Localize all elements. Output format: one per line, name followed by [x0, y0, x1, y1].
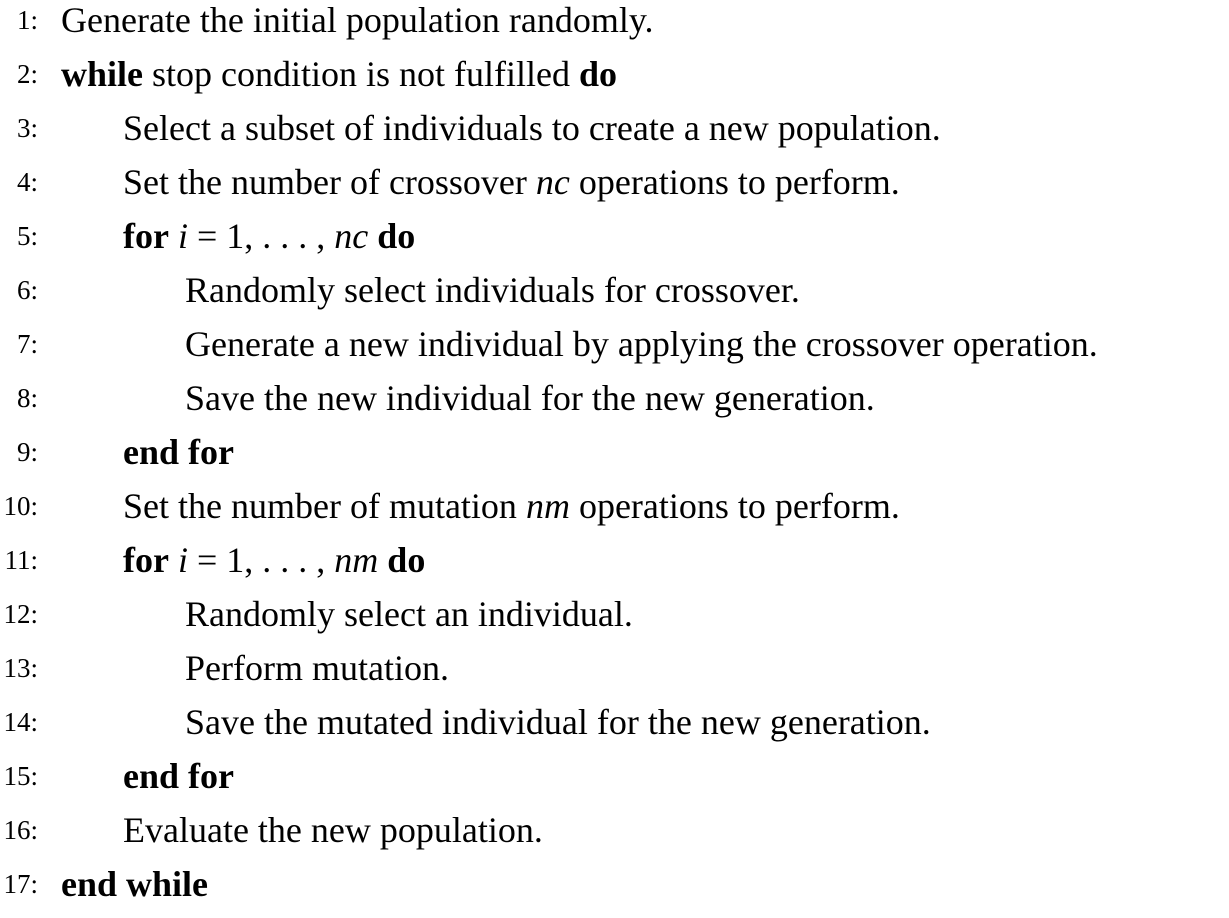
line-number: 10:: [3, 491, 38, 521]
math-variable: i: [177, 216, 188, 256]
keyword-while: while: [61, 54, 144, 94]
line-text: Randomly select individuals for crossover.: [185, 270, 800, 310]
line-number: 15:: [3, 761, 38, 791]
line-text: Set the number of crossover: [123, 162, 536, 202]
line-text: Select a subset of individuals to create a new population.: [123, 108, 941, 148]
algorithm-line: [0, 432, 1229, 486]
algorithm-line: [0, 540, 1229, 594]
algorithm-line: [0, 0, 1229, 54]
line-number: 4:: [16, 167, 38, 197]
keyword-for: for: [123, 216, 169, 256]
algorithm-line: [0, 162, 1229, 216]
keyword-for: for: [123, 540, 169, 580]
algorithm-line: [0, 486, 1229, 540]
algorithm-line: [0, 594, 1229, 648]
line-number: 14:: [3, 707, 38, 737]
math-variable: nc: [535, 162, 570, 202]
line-number: 16:: [3, 815, 38, 845]
algorithm-line: [0, 702, 1229, 756]
math-variable: nc: [334, 216, 369, 256]
line-text: stop condition is not fulfilled: [143, 54, 579, 94]
line-number: 17:: [3, 869, 38, 899]
keyword-end-for: end for: [123, 756, 234, 796]
keyword-end-for: end for: [123, 432, 234, 472]
algorithm-line: [0, 324, 1229, 378]
line-number: 7:: [16, 329, 38, 359]
line-number: 13:: [3, 653, 38, 683]
line-content: [61, 54, 617, 94]
algorithm-line: [0, 756, 1229, 810]
line-content: [123, 216, 415, 256]
algorithm-line: [0, 378, 1229, 432]
line-number: 2:: [16, 59, 38, 89]
line-text: Evaluate the new population.: [123, 810, 543, 850]
line-number: 6:: [16, 275, 38, 305]
line-number: 3:: [16, 113, 38, 143]
algorithm-line: [0, 648, 1229, 702]
line-number: 8:: [16, 383, 38, 413]
line-number: 12:: [3, 599, 38, 629]
algorithm-line: [0, 270, 1229, 324]
math-variable: nm: [525, 486, 570, 526]
algorithm-line: [0, 810, 1229, 864]
line-number: 9:: [16, 437, 38, 467]
line-text: Save the mutated individual for the new generation.: [185, 702, 931, 742]
math-range: = 1, . . . ,: [187, 540, 335, 580]
keyword-end-while: end while: [61, 864, 209, 904]
algorithm-line: [0, 108, 1229, 162]
line-text: operations to perform.: [569, 162, 900, 202]
math-range: = 1, . . . ,: [187, 216, 335, 256]
line-text: operations to perform.: [569, 486, 900, 526]
line-content: [123, 540, 425, 580]
line-text: Set the number of mutation: [123, 486, 526, 526]
line-text: Save the new individual for the new generation.: [185, 378, 875, 418]
line-text: Randomly select an individual.: [185, 594, 633, 634]
keyword-do: do: [579, 54, 618, 94]
algorithm-line: [0, 54, 1229, 108]
line-content: [123, 486, 900, 526]
algorithm-line: [0, 216, 1229, 270]
line-text: Generate the initial population randomly.: [61, 0, 654, 40]
keyword-do: do: [387, 540, 426, 580]
line-text: Perform mutation.: [185, 648, 449, 688]
math-variable: i: [177, 540, 188, 580]
keyword-do: do: [377, 216, 416, 256]
math-variable: nm: [334, 540, 379, 580]
line-number: 5:: [16, 221, 38, 251]
line-number: 1:: [16, 5, 38, 35]
line-number: 11:: [4, 545, 38, 575]
line-content: [123, 162, 900, 202]
algorithm-line: [0, 864, 1229, 918]
line-text: Generate a new individual by applying the crossover operation.: [185, 324, 1098, 364]
